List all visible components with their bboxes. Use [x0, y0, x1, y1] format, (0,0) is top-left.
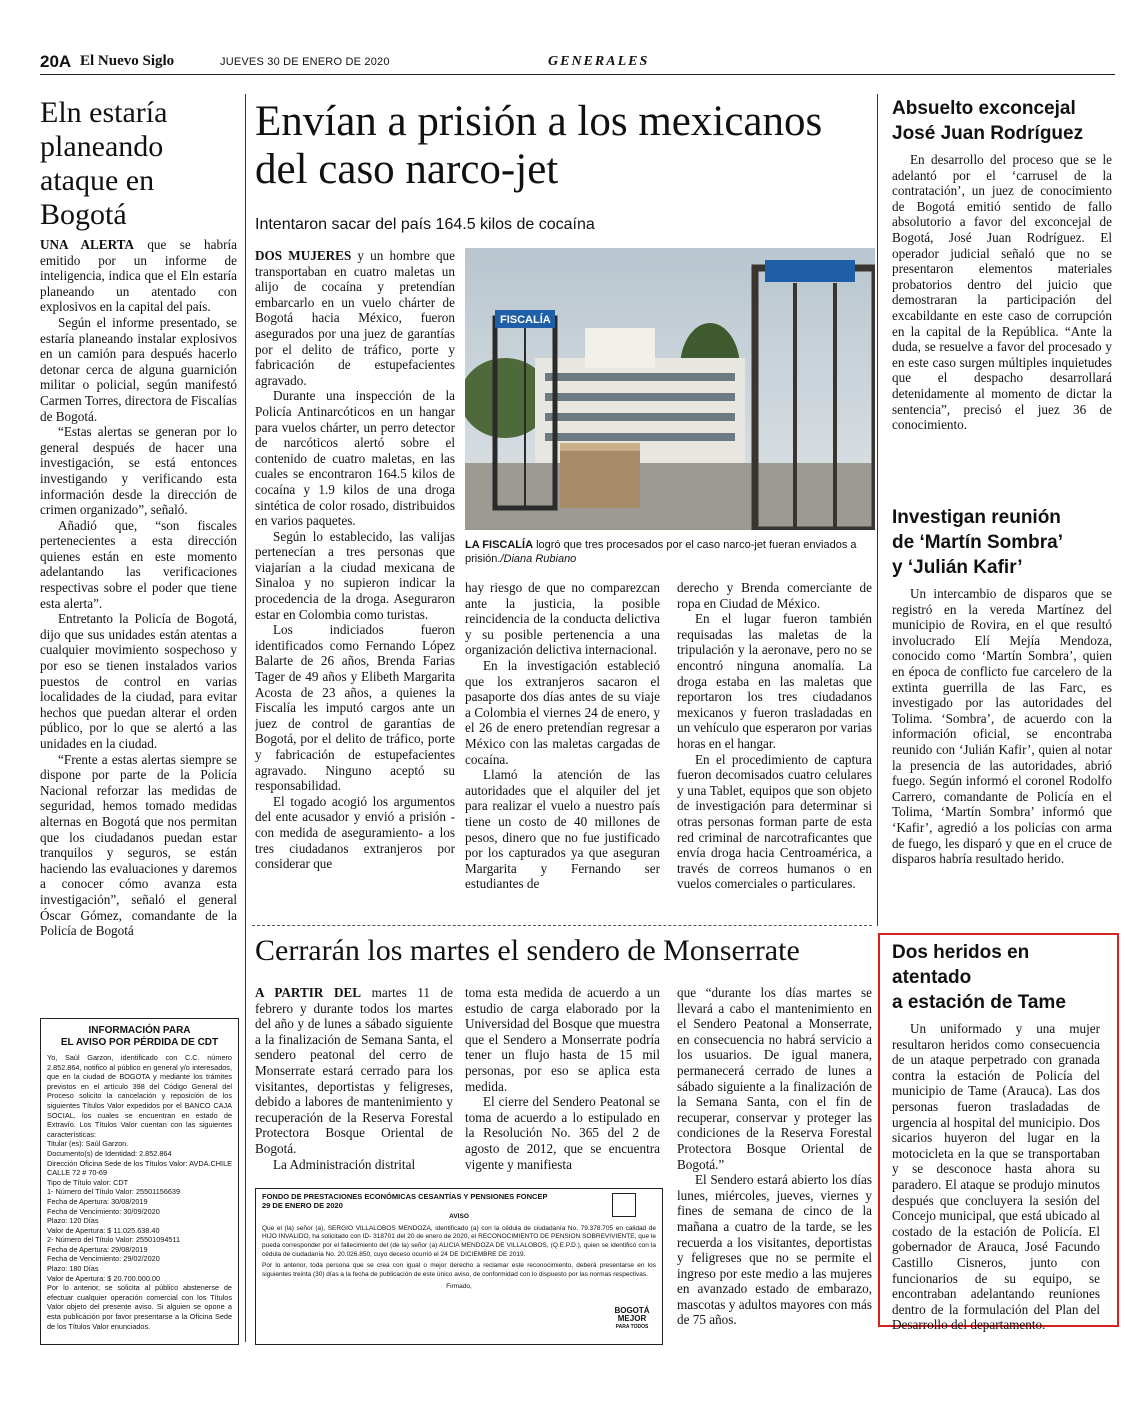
main-headline: Envían a prisión a los mexicanos del caso narco-jet [255, 98, 823, 193]
right-article-3: Dos heridos en atentado a estación de Tame Un uniformado y una mujer resultaron heridos como consecuencia de un ataque perpetrado con granada contra la estación de Policía del municipio de Tame (Arauca). Las dos personas fueron trasladadas de urgencia al hospital del municipio. Dos sicarios huyeron del lugar en la motocicleta en la que se transportaban y se desconoce hasta ahora su paradero. El ataque se produjo minutos después que concluyera la sesión del Concejo municipal, que está ubicado al costado de la estación de Policía. El gobernador de Arauca, José Facundo Castillo Cisneros, junto con funcionarios de su equipo, se encontraban adelantando reuniones dentro de la formulación del Plan del Desarrollo del departamento. [892, 940, 1112, 1333]
photo-credit: /Diana Rubiano [500, 553, 577, 565]
newspaper-logo: El Nuevo Siglo [80, 53, 175, 69]
photo-caption: LA FISCALÍA logró que tres procesados por el caso narco-jet fueran enviados a prisión./Diana Rubiano [465, 539, 857, 565]
left-headline: Eln estaría planeando ataque en Bogotá [40, 96, 168, 231]
main-subheadline: Intentaron sacar del país 164.5 kilos de cocaína [255, 216, 595, 233]
main-article-col2: hay riesgo de que no comparezcan ante la justicia, la posible reincidencia de la conducta delictiva y su posible pertenencia a una organización delictiva internacional. En la investigación estableció que los extranjeros sacaron el pasaporte dos días antes de su viaje a Colombia el viernes 24 de enero, y el 26 de enero pretendían regresar a México con las maletas cargadas de cocaína. Llamó la atención de las autoridades que el alquiler del jet para realizar el vuelo a nuestro país tiene un costo de 40 millones de pesos, dinero que no fue justificado por los capturados ya que aseguran Margarita y Fernando ser estudiantes de [465, 580, 660, 892]
right-headline-2: Investigan reunión de ‘Martín Sombra’ y ‘Julián Kafir’ [892, 507, 1064, 578]
section-title: GENERALES [548, 54, 650, 69]
cdt-loss-notice: INFORMACIÓN PARA EL AVISO POR PÉRDIDA DE CDT Yo, Saúl Garzon, identificado con C.C. número 2.852.864, notifico al público en general y/o interesados, que en la ciudad de BOGOTA y mediante los trámites previstos en el artículo 398 del Código General del Proceso solicito la cancelación y reposición de los siguientes Títulos Valor expedidos por el BANCO CAJA SOCIAL, los cuales se encuentran en estado de Extravío. Los Títulos Valor cuentan con las siguientes características: Titular (es): Saúl Garzon. Documento(s) de Identidad: 2.852.864 Dirección Oficina Sede de los Títulos Valor: AVDA.CHILE CALLE 72 # 70-69 Tipo de Título valor: CDT 1- Número del Título Valor: 25501156639 Fecha de Apertura: 30/08/2019 Fecha de Vencimiento: 30/09/2020 Plazo: 120 Días Valor de Apertura: $ 11.025.638.40 2- Número del Título Valor: 25501094511 Fecha de Apertura: 29/08/2019 Fecha de Vencimiento: 29/02/2020 Plazo: 180 Días Valor de Apertura: $ 20.700.000.00 Por lo anterior, se solicita al público abstenerse de efectuar cualquier operación comercial con los Títulos Valor objeto del presente aviso. Si alguien se opone a esta publicación por favor presentarse a la Oficina Sede de los Títulos Valor enunciados. [40, 1018, 239, 1345]
monserrate-headline: Cerrarán los martes el sendero de Monserrate [255, 934, 800, 967]
monserrate-lead: A PARTIR DEL [255, 985, 362, 1000]
fiscalia-photo-illustration [465, 248, 875, 530]
edition-date: JUEVES 30 DE ENERO DE 2020 [220, 56, 390, 68]
right-article-1: Absuelto exconcejal José Juan Rodríguez En desarrollo del proceso que se le adelantó por el ‘carrusel de la contratación’, un juez de conocimiento de Bogotá emitió sentido de fallo absolutorio a favor del exconcejal de Bogotá, José Juan Rodríguez. El operador judicial señaló que no se presentaron elementos materiales probatorios dentro del juicio que demostraran la participación del excabildante en este caso de corrupción en la capital de la República. “Ante la duda, se resuelve a favor del procesado y en este caso surgen múltiples inquietudes que el despacho desarrollará detenidamente al momento de dictar la sentencia”, precisó el juez 36 de conocimiento. [892, 98, 1112, 433]
page-number: 20A [40, 52, 72, 71]
left-article-body: UNA ALERTA que se habría emitido por un informe de inteligencia, indica que el Eln estaría planeando un atentado con explosivos en la capital del país. Según el informe presentado, se estaría planeando instalar explosivos en un camión para después hacerlo detonar cerca de alguna guarnición militar o policial, según manifestó Carmen Torres, directora de Fiscalías de Bogotá. “Estas alertas se generan por lo general después de hacer una investigación, se está entonces investigando y verificando esta información desde la dirección de crimen organizado”, señaló. Añadió que, “son fiscales pertenecientes a esta dirección quienes están en este momento adelantando las verificaciones respectivas sobre el poder que tiene esta alerta”. Entretanto la Policía de Bogotá, dijo que sus unidades están atentas a cualquier movimiento sospechoso y por eso se tienen instalados varios puestos de control en varias localidades de la ciudad, para evitar hechos que puedan alterar el orden público, por lo que se alertó a las unidades en la ciudad. “Frente a estas alertas siempre se dispone por parte de la Policía Nacional reforzar las medidas de seguridad, hemos tomado medidas alternas en Bogotá que nos permitan que los ciudadanos puedan estar tranquilos y seguros, se están haciendo las evaluaciones y daremos a conocer cómo avanza esta investigación”, señaló el general Óscar Gómez, comandante de la Policía de Bogotá [40, 237, 237, 939]
fiscalia-photo [465, 248, 875, 530]
right-headline-3: Dos heridos en atentado a estación de Tame [892, 942, 1066, 1013]
column-rule [877, 94, 878, 926]
column-rule [245, 94, 246, 1342]
masthead [40, 50, 1115, 75]
monserrate-col2: toma esta medida de acuerdo a un estudio de carga elaborado por la Universidad del Bosque que muestra que el Sendero a Monserrate podría tener un flujo hasta de 15 mil personas, por eso se aplica esta medida. El cierre del Sendero Peatonal se toma de acuerdo a lo estipulado en la Resolución No. 365 del 2 de agosto de 2012, que se encuentra vigente y manifiesta [465, 985, 660, 1172]
main-article-col1: DOS MUJERES y un hombre que transportaban en cuatro maletas un alijo de cocaína y pretendían embarcarlo en un vuelo chárter de Bogotá hacia México, fueron asegurados por una juez de garantías por el delito de tráfico, porte y fabricación de estupefacientes agravado. Durante una inspección de la Policía Antinarcóticos en un hangar para vuelos chárter, un perro detector de narcóticos alertó sobre el contenido de cuatro maletas, en las cuales se encontraron 164.5 kilos de cocaína y 1.9 kilos de una droga sintética de color rosado, distribuidos en varios paquetes. Según lo establecido, las valijas pertenecían a tres personas que viajarían a la ciudad mexicana de Sinaloa y no supieron indicar la procedencia de la droga. Aseguraron estar en Colombia como turistas. Los indiciados fueron identificados como Fernando López Balarte de 26 años, Brenda Farias Tager de 49 años y Elibeth Margarita Acosta de 23 años, a quienes la Fiscalía les imputó cargos ante un juez de control de garantías de Bogotá, por el delito de tráfico, porte y fabricación de estupefacientes agravado. Ninguno aceptó su responsabilidad. El togado acogió los argumentos del ente acusador y envió a prisión -con medida de aseguramiento- a los tres ciudadanos extranjeros por considerar que [255, 248, 455, 872]
photo-sign-text: FISCALÍA [500, 314, 551, 326]
main-lead: DOS MUJERES [255, 248, 352, 263]
left-lead: UNA ALERTA [40, 237, 134, 252]
section-divider [252, 925, 872, 927]
foncep-seal-icon [612, 1193, 636, 1217]
bogota-logo: BOGOTÁ MEJOR PARA TODOS [614, 1306, 650, 1330]
foncep-notice: FONDO DE PRESTACIONES ECONÓMICAS CESANTÍAS Y PENSIONES FONCEP 29 DE ENERO DE 2020 AVISO Que el (la) señor (a), SERGIO VILLALOBOS MENDOZA, identificado (a) con la cédula de ciudadanía No. 79.378.705 en calidad de HIJO INVALIDO, ha solicitado con ID- 318701 del 20 de enero de 2020, el RECONOCIMIENTO DE PENSION SOBREVIVIENTE, que le pueda corresponder por el fallecimiento del (de la) señor (a) ALICIA MENDOZA DE VILLALOBOS, (Q.E.P.D.), quien se identificó con la cédula de ciudadanía No. 20.026.850, cuyo deceso ocurrió el 24 DE DICIEMBRE DE 2019. Por lo anterior, toda persona que se crea con igual o mejor derecho a reclamar este reconocimiento, deberá presentarse en los siguientes treinta (30) días a la fecha de publicación de este único aviso, de conformidad con lo dispuesto por las normas respectivas. Firmado, BOGOTÁ MEJOR PARA TODOS [255, 1188, 663, 1345]
right-article-2: Investigan reunión de ‘Martín Sombra’ y ‘Julián Kafir’ Un intercambio de disparos que se registró en la vereda Martínez del municipio de Rovira, en el que resultó involucrado Elí Mejía Mendoza, conocido como ‘Martín Sombra’, quien en época de conflicto fue carcelero de la extinta guerrilla de las Farc, es investigado por las autoridades del Tolima. ‘Sombra’, de acuerdo con la información oficial, se encontraba reunido con ‘Julián Kafir’, quien al notar la presencia de las autoridades, abrió fuego. Según informó el coronel Rodolfo Carrero, comandante de Policía en el Tolima, ‘Martín Sombra’ informó que ‘Kafir’, agredió a los policías con arma de fuego, les disparó y que en el cruce de disparos habría resultado herido. [892, 507, 1112, 867]
monserrate-col3: que “durante los días martes se llevará a cabo el mantenimiento en el Sendero Peatonal a Monserrate, en consecuencia no habrá servicio a los usuarios. De igual manera, permanecerá cerrado de lunes a sábado siguiente a la finalización de la Semana Santa, con el fin de recuperar, conservar y proteger las condiciones de la Reserva Forestal Protectora Bosque Oriental de Bogotá.” El Sendero estará abierto los días lunes, miércoles, jueves, viernes y fines de semana de cinco de la mañana a cuatro de la tarde, se les recuerda a los visitantes, deportistas y feligreses que no se permite el ingreso por este medio a las mujeres en avanzado estado de embarazo, mascotas y adultos mayores con más de 75 años. [677, 985, 872, 1328]
monserrate-col1: A PARTIR DEL martes 11 de febrero y durante todos los martes del año y de lunes a sábado siguiente a la finalización de Semana Santa, el sendero peatonal del cerro de Monserrate estará cerrado para los visitantes, deportistas y feligreses, debido a labores de mantenimiento y recuperación de la Reserva Forestal Protectora Bosque Oriental de Bogotá. La Administración distrital [255, 985, 453, 1172]
main-article-col3: derecho y Brenda comerciante de ropa en Ciudad de México. En el lugar fueron también requisadas las maletas de la tripulación y la aeronave, pero no se encontró ninguna anomalía. La droga estaba en las maletas que reportaron los tres ciudadanos mexicanos y fueron trasladadas en un vehículo que esperaron por varias horas en el hangar. En el procedimiento de captura fueron decomisados cuatro celulares y una Tablet, equipos que son objeto de investigación para determinar si otras personas forman parte de esta red criminal de narcotraficantes que envía droga hacia Centroamérica, a través de correos humanos o en vuelos comerciales o particulares. [677, 580, 872, 892]
right-headline-1: Absuelto exconcejal José Juan Rodríguez [892, 98, 1084, 144]
